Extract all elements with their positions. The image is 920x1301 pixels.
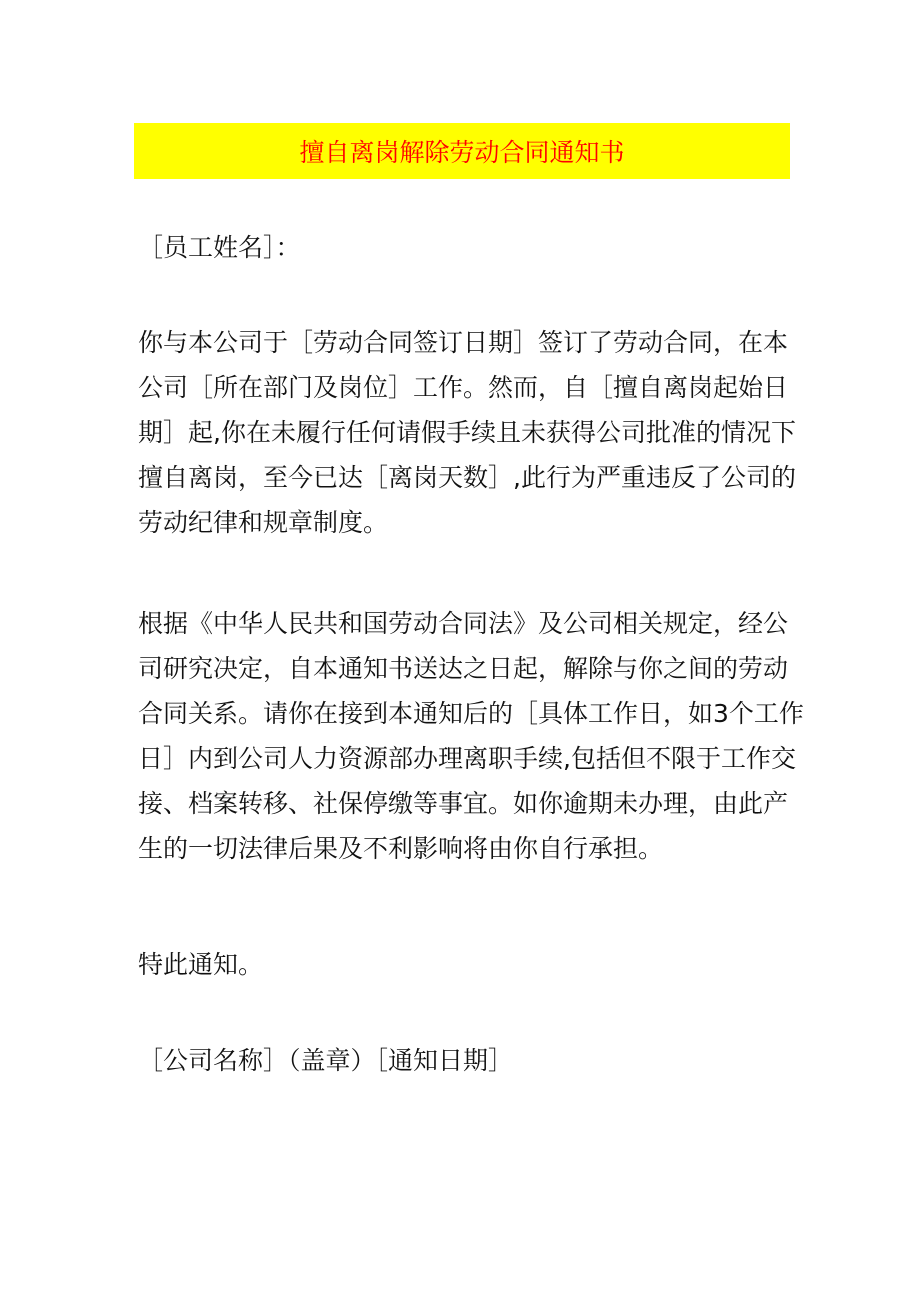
paragraph-line: 日］内到公司人力资源部办理离职手续,包括但不限于工作交: [138, 744, 796, 773]
paragraph-line: 司研究决定，自本通知书送达之日起，解除与你之间的劳动: [138, 654, 789, 683]
signature-line: ［公司名称］（盖章）［通知日期］: [138, 1046, 514, 1075]
salutation: ［员工姓名］：: [138, 233, 301, 262]
paragraph-line: 合同关系。请你在接到本通知后的［具体工作日，如3个工作: [138, 699, 804, 728]
paragraph-line: 根据《中华人民共和国劳动合同法》及公司相关规定，经公: [138, 609, 789, 638]
paragraph-facts: [138, 320, 796, 545]
paragraph-line: 生的一切法律后果及不利影响将由你自行承担。: [138, 834, 664, 863]
paragraph-line: 你与本公司于［劳动合同签订日期］签订了劳动合同，在本: [138, 328, 789, 357]
paragraph-line: 劳动纪律和规章制度。: [138, 508, 389, 537]
document-title: 擅自离岗解除劳动合同通知书: [299, 138, 625, 167]
paragraph-line: 期］起,你在未履行任何请假手续且未获得公司批准的情况下: [138, 418, 796, 447]
paragraph-decision: [138, 601, 804, 871]
paragraph-line: 接、档案转移、社保停缴等事宜。如你逾期未办理，由此产: [138, 789, 789, 818]
closing-line: 特此通知。: [138, 950, 264, 979]
paragraph-line: 擅自离岗，至今已达［离岗天数］,此行为严重违反了公司的: [138, 463, 796, 492]
paragraph-line: 公司［所在部门及岗位］工作。然而，自［擅自离岗起始日: [138, 373, 789, 402]
title-banner: [134, 123, 790, 179]
